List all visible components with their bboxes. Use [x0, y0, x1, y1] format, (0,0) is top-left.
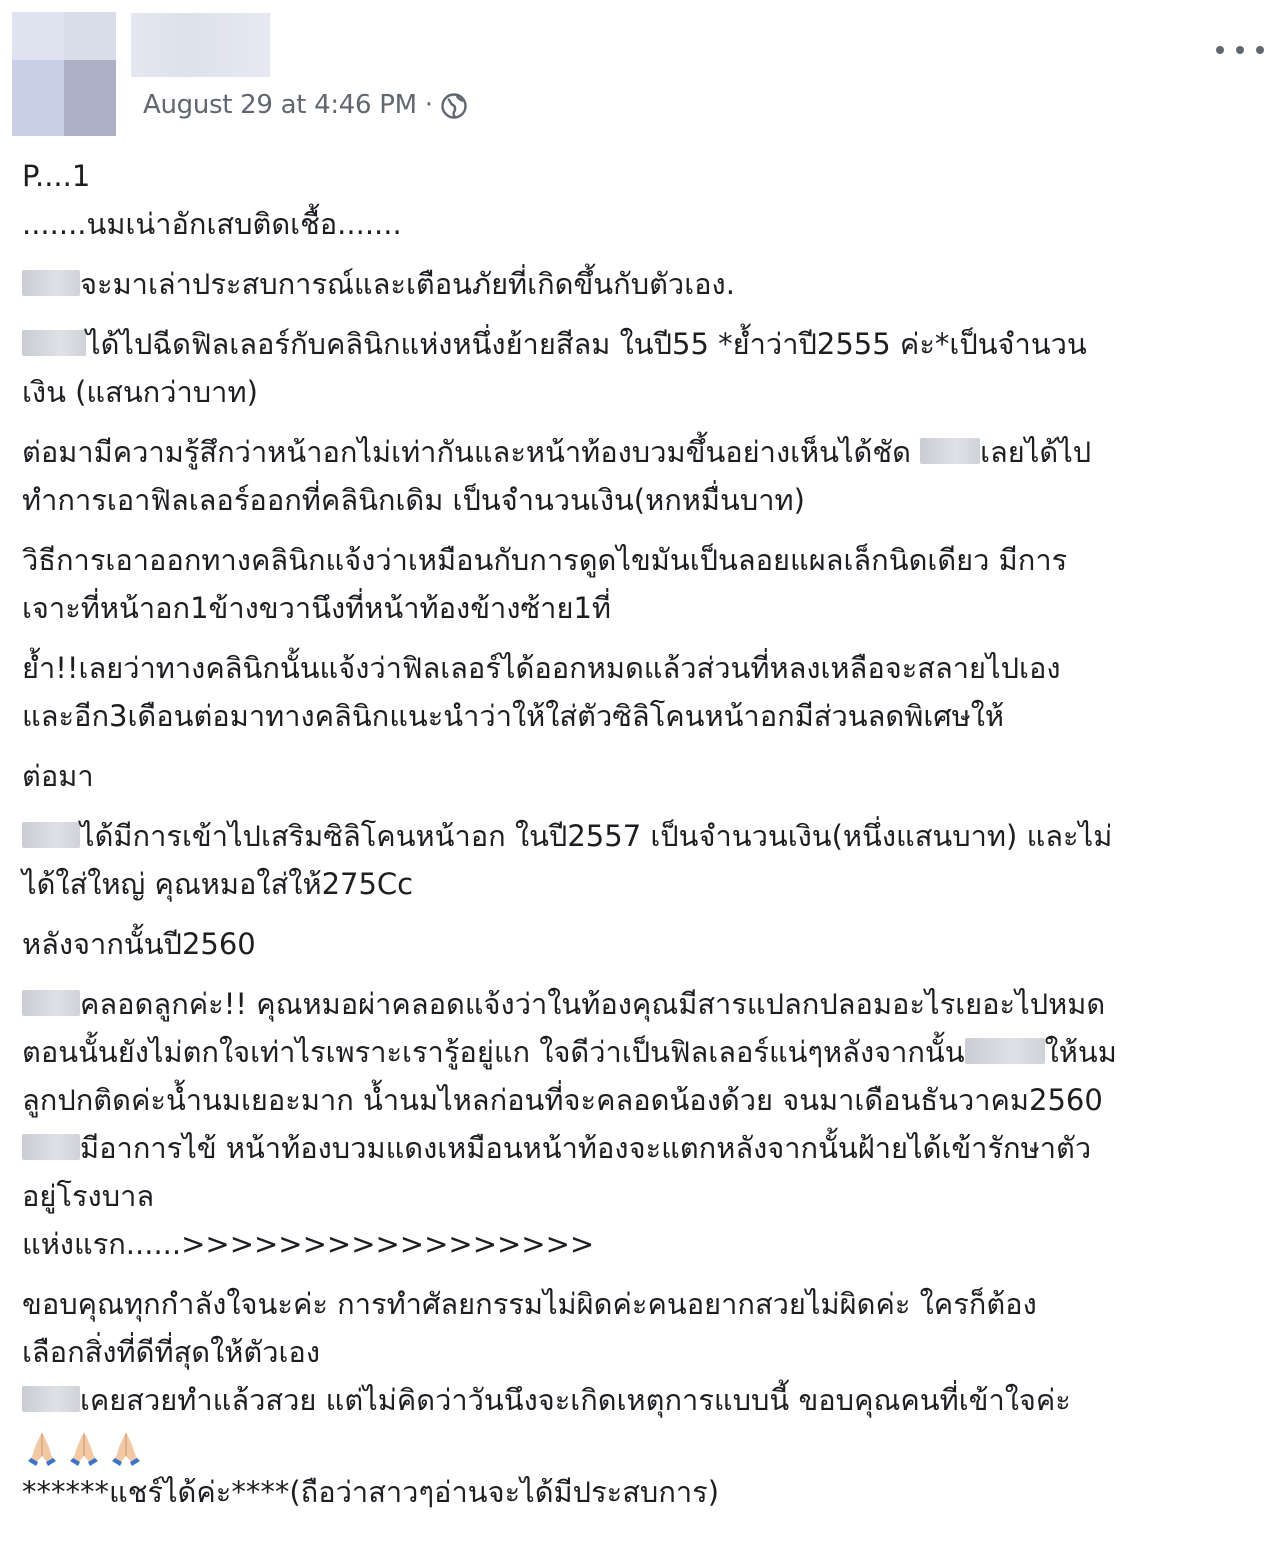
- post-line: หลังจากนั้นปี2560: [22, 927, 256, 961]
- post-line: [22, 320, 1262, 368]
- post-line: [22, 980, 1262, 1028]
- avatar[interactable]: [12, 12, 116, 136]
- post-line: เลือกสิ่งที่ดีที่สุดให้ตัวเอง: [22, 1335, 321, 1369]
- post-line: ขอบคุณทุกกำลังใจนะค่ะ การทำศัลยกรรมไม่ผิดค่ะคนอยากสวยไม่ผิดค่ะ ใครก็ต้อง: [22, 1287, 1037, 1321]
- post-line-text: ตอนนั้นยังไม่ตกใจเท่าไรเพราะเรารู้อยู่แก ใจดีว่าเป็นฟิลเลอร์แน่ๆหลังจากนั้น: [22, 1035, 965, 1069]
- post-line: อยู่โรงบาล: [22, 1179, 155, 1213]
- post-line: วิธีการเอาออกทางคลินิกแจ้งว่าเหมือนกับการดูดไขมันเป็นลอยแผลเล็กนิดเดียว มีการ: [22, 543, 1068, 577]
- post-line-text: คลอดลูกค่ะ!! คุณหมอผ่าคลอดแจ้งว่าในท้องคุณมีสารแปลกปลอมอะไรเยอะไปหมด: [80, 987, 1106, 1021]
- emoji-row: [22, 1424, 1262, 1468]
- more-dot: [1236, 46, 1244, 54]
- post-line: ลูกปกติดค่ะน้ำนมเยอะมาก น้ำนมไหลก่อนที่จะคลอดน้องด้วย จนมาเดือนธันวาคม2560: [22, 1083, 1103, 1117]
- more-dot: [1216, 46, 1224, 54]
- meta-separator: ·: [424, 90, 434, 120]
- folded-hands-icon: [106, 1428, 146, 1468]
- post-line: P....1: [22, 159, 91, 193]
- post-line: .......นมเน่าอักเสบติดเชื้อ.......: [22, 207, 402, 241]
- post-line: ย้ำ!!เลยว่าทางคลินิกนั้นแจ้งว่าฟิลเลอร์ได้ออกหมดแล้วส่วนที่หลงเหลือจะสลายไปเอง: [22, 651, 1061, 685]
- redacted-name: [22, 822, 80, 848]
- post-line: ******แชร์ได้ค่ะ****(ถือว่าสาวๆอ่านจะได้มีประสบการ): [22, 1475, 720, 1509]
- post-line: เจาะที่หน้าอก1ข้างขวานึงที่หน้าท้องข้างซ้าย1ที่: [22, 591, 612, 625]
- post-timestamp[interactable]: August 29 at 4:46 PM: [143, 90, 417, 120]
- post-line: [22, 428, 1262, 476]
- post-line: [22, 1028, 1262, 1076]
- redacted-name: [965, 1038, 1045, 1064]
- post-line: แห่งแรก......>>>>>>>>>>>>>>>>>: [22, 1227, 595, 1261]
- post-line-text: ต่อมามีความรู้สึกว่าหน้าอกไม่เท่ากันและหน้าท้องบวมขึ้นอย่างเห็นได้ชัด: [22, 435, 921, 469]
- post-line-text: ได้มีการเข้าไปเสริมซิลิโคนหน้าอก ในปี2557 เป็นจำนวนเงิน(หนึ่งแสนบาท) และไม่: [80, 819, 1113, 853]
- folded-hands-icon: [22, 1428, 62, 1468]
- more-options-button[interactable]: [1216, 36, 1264, 64]
- more-dot: [1256, 46, 1264, 54]
- post-line-text: มีอาการไข้ หน้าท้องบวมแดงเหมือนหน้าท้องจะแตกหลังจากนั้นฝ้ายได้เข้ารักษาตัว: [80, 1131, 1092, 1165]
- post-line: [22, 260, 1262, 308]
- redacted-name: [920, 438, 980, 464]
- post-line: ทำการเอาฟิลเลอร์ออกที่คลินิกเดิม เป็นจำนวนเงิน(หกหมื่นบาท): [22, 483, 805, 517]
- post-line: [22, 1376, 1262, 1424]
- post-line: และอีก3เดือนต่อมาทางคลินิกแนะนำว่าให้ใส่ตัวซิลิโคนหน้าอกมีส่วนลดพิเศษให้: [22, 699, 1005, 733]
- redacted-name: [22, 330, 86, 356]
- redacted-name: [22, 1134, 80, 1160]
- post-line-text: เคยสวยทำแล้วสวย แต่ไม่คิดว่าวันนึงจะเกิดเหตุการแบบนี้ ขอบคุณคนที่เข้าใจค่ะ: [80, 1383, 1071, 1417]
- author-name[interactable]: [131, 13, 270, 77]
- post-body: [22, 152, 1262, 1516]
- post-line: เงิน (แสนกว่าบาท): [22, 375, 258, 409]
- redacted-name: [22, 1386, 80, 1412]
- post-line-text: ให้นม: [1044, 1035, 1117, 1069]
- post-line: ได้ใส่ใหญ่ คุณหมอใส่ให้275Cc: [22, 867, 414, 901]
- post-line: [22, 812, 1262, 860]
- redacted-name: [22, 990, 80, 1016]
- post-line: [22, 1124, 1262, 1172]
- post-line-text: ได้ไปฉีดฟิลเลอร์กับคลินิกแห่งหนึ่งย้ายสีลม ในปี55 *ย้ำว่าปี2555 ค่ะ*เป็นจำนวน: [86, 327, 1087, 361]
- post-header: [0, 0, 1280, 140]
- globe-icon[interactable]: [440, 92, 468, 120]
- post-meta: [143, 86, 468, 124]
- post-line-text: เลยได้ไป: [980, 435, 1092, 469]
- post-line: ต่อมา: [22, 759, 94, 793]
- redacted-name: [22, 270, 80, 296]
- folded-hands-icon: [64, 1428, 104, 1468]
- post-line-text: จะมาเล่าประสบการณ์และเตือนภัยที่เกิดขึ้นกับตัวเอง.: [80, 267, 735, 301]
